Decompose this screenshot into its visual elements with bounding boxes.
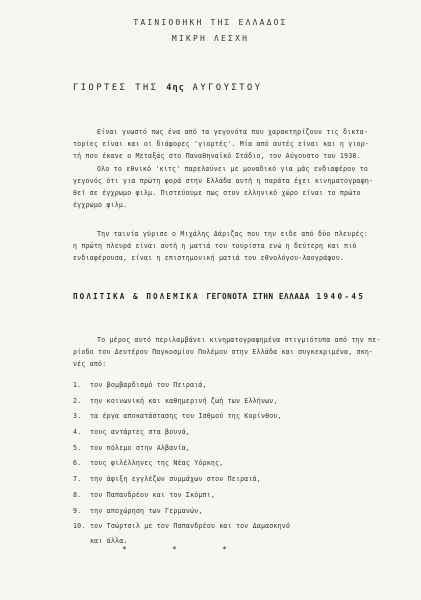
separator-star: *: [122, 545, 127, 554]
section2-intro: [73, 334, 381, 370]
list-number: 5.: [73, 443, 82, 452]
list-text: την κοινωνική και καθημερινή ζωή των Ελλήνων,: [90, 396, 278, 405]
list-text: τον Τσώρτσιλ με τον Παπανδρέου και τον Δαμασκηνό: [90, 522, 291, 531]
paragraph-line: νές από:: [73, 360, 107, 368]
paragraph-line: Ολο το εθνικό 'κιτς' παρελαύνει με μοναδικό για μάς ενδιαφέρον το: [97, 165, 369, 173]
paragraph-line: γεγονός ότι για πρώτη φορά στην Ελλάδα αυτή η παράτα έχει κινηματογραφη-: [73, 177, 374, 185]
list-number: 1.: [73, 381, 82, 389]
list-number: 2.: [73, 396, 82, 405]
section2-title-main: ΠΟΛΙΤΙΚΑ & ΠΟΛΕΜΙΚΑ: [73, 292, 200, 301]
paragraph-line: Είναι γνωστό πως ένα από τα γεγονότα που χαρακτηρίζουν τις δικτα-: [97, 128, 369, 136]
section1-title-main: ΓΙΟΡΤΕΣ ΤΗΣ: [73, 83, 159, 93]
paragraph-line: ενδιαφέρουσα, είναι η επιστημονική ματιά του εθνολόγου-λαογράφου.: [73, 254, 345, 262]
list-text: τον Παπανδρέου και τον Σκόμπι,: [90, 490, 216, 499]
list-text: την άφιξη εγγλέζων συμμάχων στον Πειραιά,: [90, 475, 261, 484]
list-text: τους φιλέλληνες της Νέας Υόρκης,: [90, 459, 224, 468]
list-number: 10.: [73, 522, 86, 531]
paragraph-line: Το μέρος αυτό περιλαμβάνει κινηματογραφημένα στιγμιότυπα από την πε-: [97, 336, 381, 344]
section2-title-sub: ΓΕΓΟΝΟΤΑ ΣΤΗΝ ΕΛΛΑΔΑ: [206, 292, 310, 301]
list-item: [73, 507, 373, 523]
list-item: [73, 428, 373, 444]
section1-title-end: ΑΥΓΟΥΣΤΟΥ: [192, 83, 263, 93]
list-item: [73, 412, 373, 428]
list-text: τους αντάρτες στα βουνά,: [90, 428, 191, 437]
section2-title-years: 1940-45: [316, 292, 366, 301]
list-number: 4.: [73, 428, 82, 437]
list-number: 8.: [73, 490, 82, 499]
separator-star: *: [222, 545, 227, 554]
list-item: [73, 444, 373, 460]
paragraph-3: [73, 228, 369, 264]
separator-star: *: [172, 545, 177, 554]
list-text: τα έργα αποκατάστασης του Ισθμού της Κορίνθου,: [90, 412, 282, 421]
list-text-continuation: και άλλα.: [90, 537, 128, 546]
institution-name: ΤΑΙΝΙΟΘΗΚΗ ΤΗΣ ΕΛΛΑΔΟΣ: [133, 18, 288, 27]
list-item: [73, 381, 373, 397]
paragraph-line: τή που έκανε ο Μεταξάς στο Παναθηναϊκό Στάδιο, τον Αύγουστο του 1938.: [73, 152, 361, 160]
list-number: 7.: [73, 475, 82, 484]
paragraph-line: έγχρωμο φιλμ.: [73, 201, 128, 209]
section1-title: [73, 83, 263, 93]
list-number: 6.: [73, 459, 82, 468]
list-item: [73, 459, 373, 475]
paragraph-line: θεί σε έγχρωμο φιλμ. Πιστεύουμε πως στον ελληνικό χώρο είναι το πρώτο: [73, 189, 361, 197]
section2-title: [73, 292, 365, 301]
list-number: 3.: [73, 412, 82, 421]
paragraph-line: ρίοδο του Δευτέρου Παγκοσμίου Πολέμου στην Ελλάδα και συγκεκριμένα, σκη-: [73, 348, 374, 356]
section1-title-date: 4ης: [166, 83, 185, 93]
paragraph-line: η πρώτη πλευρά είναι αυτή η ματιά του τουρίστα ενώ η δεύτερη και πιό: [73, 242, 357, 250]
list-item: [73, 475, 373, 491]
list-text: τον βομβαρδισμό του Πειραιά,: [90, 381, 207, 389]
list-text: τον πόλεμο στην Αλβανία,: [90, 443, 191, 452]
list-text: την αποχώρηση των Γερμανών,: [90, 506, 203, 515]
paragraph-2: [73, 163, 374, 211]
paragraph-line: τορίες είναι και οι διάφορες 'γιορτές'. Μία από αυτές είναι και η γιορ-: [73, 140, 370, 148]
paragraph-1: [73, 126, 370, 162]
list-number: 9.: [73, 506, 82, 515]
club-name: ΜΙΚΡΗ ΛΕΣΧΗ: [171, 34, 250, 43]
list-item: [73, 397, 373, 413]
paragraph-line: Την ταινία γύρισε ο Μιχάλης Δάριζας που την ειδε από δύο πλευρές:: [97, 230, 369, 238]
list-item: [73, 491, 373, 507]
numbered-list: [73, 381, 373, 546]
